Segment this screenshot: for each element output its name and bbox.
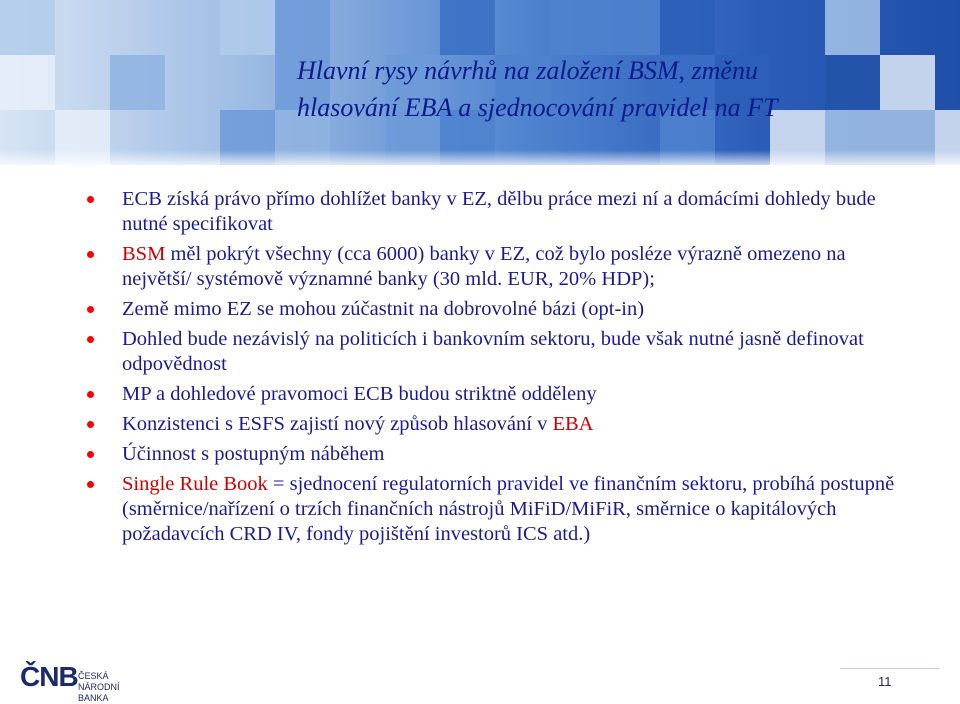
- bullet-text: ECB získá právo přímo dohlížet banky v EZ, dělbu práce mezi ní a domácími dohledy bude nutné specifikovat: [122, 188, 876, 235]
- footer-rule: [840, 668, 940, 669]
- bullet-list: [0, 187, 960, 552]
- bullet-item: [0, 382, 960, 407]
- bullet-text: Účinnost s postupným náběhem: [122, 443, 385, 465]
- bullet-dot-icon: [87, 336, 94, 343]
- bullet-dot-icon: [87, 451, 94, 458]
- bullet-item: [0, 442, 960, 467]
- header-band-fade: [0, 150, 960, 170]
- bullet-item: [0, 242, 960, 292]
- bullet-dot-icon: [87, 481, 94, 488]
- slide-title: [297, 52, 937, 126]
- bullet-text: Země mimo EZ se mohou zúčastnit na dobrovolné bázi (opt-in): [122, 298, 645, 320]
- cnb-logo: [20, 661, 140, 701]
- page-number: 11: [878, 674, 892, 689]
- bullet-dot-icon: [87, 421, 94, 428]
- bullet-dot-icon: [87, 196, 94, 203]
- bullet-dot-icon: [87, 251, 94, 258]
- logo-text-line: ČESKÁ: [78, 671, 109, 681]
- bullet-dot-icon: [87, 391, 94, 398]
- bullet-text: EBA: [552, 413, 594, 435]
- logo-text-line: NÁRODNÍ BANKA: [78, 682, 120, 703]
- bullet-text: = sjednocení regulatorních pravidel ve finančním sektoru, probíhá postupně (směrnice/nařízení o trzích finančních nástrojů MiFiD/MiFiR, směrnice o kapitálových požadavcích CRD IV, fondy pojištění investorů ICS atd.): [122, 473, 895, 545]
- bullet-text: měl pokrýt všechny (cca 6000) banky v EZ, což bylo posléze výrazně omezeno na největší/ systémově významné banky (30 mld. EUR, 20% HDP);: [122, 243, 846, 290]
- bullet-text: BSM: [122, 243, 166, 265]
- slide-title-line: Hlavní rysy návrhů na založení BSM, změnu: [297, 56, 758, 85]
- bullet-text: Dohled bude nezávislý na politicích i bankovním sektoru, bude však nutné jasně definovat odpovědnost: [122, 328, 864, 375]
- slide-title-line: hlasování EBA a sjednocování pravidel na FT: [297, 93, 778, 122]
- bullet-text: Single Rule Book: [122, 473, 268, 495]
- bullet-item: [0, 187, 960, 237]
- logo-mark: ČNB: [20, 661, 78, 692]
- bullet-item: [0, 327, 960, 377]
- bullet-text: Konzistenci s ESFS zajistí nový způsob hlasování v: [122, 413, 553, 435]
- bullet-dot-icon: [87, 306, 94, 313]
- bullet-text: MP a dohledové pravomoci ECB budou striktně odděleny: [122, 383, 597, 405]
- bullet-item: [0, 412, 960, 437]
- bullet-item: [0, 472, 960, 547]
- bullet-item: [0, 297, 960, 322]
